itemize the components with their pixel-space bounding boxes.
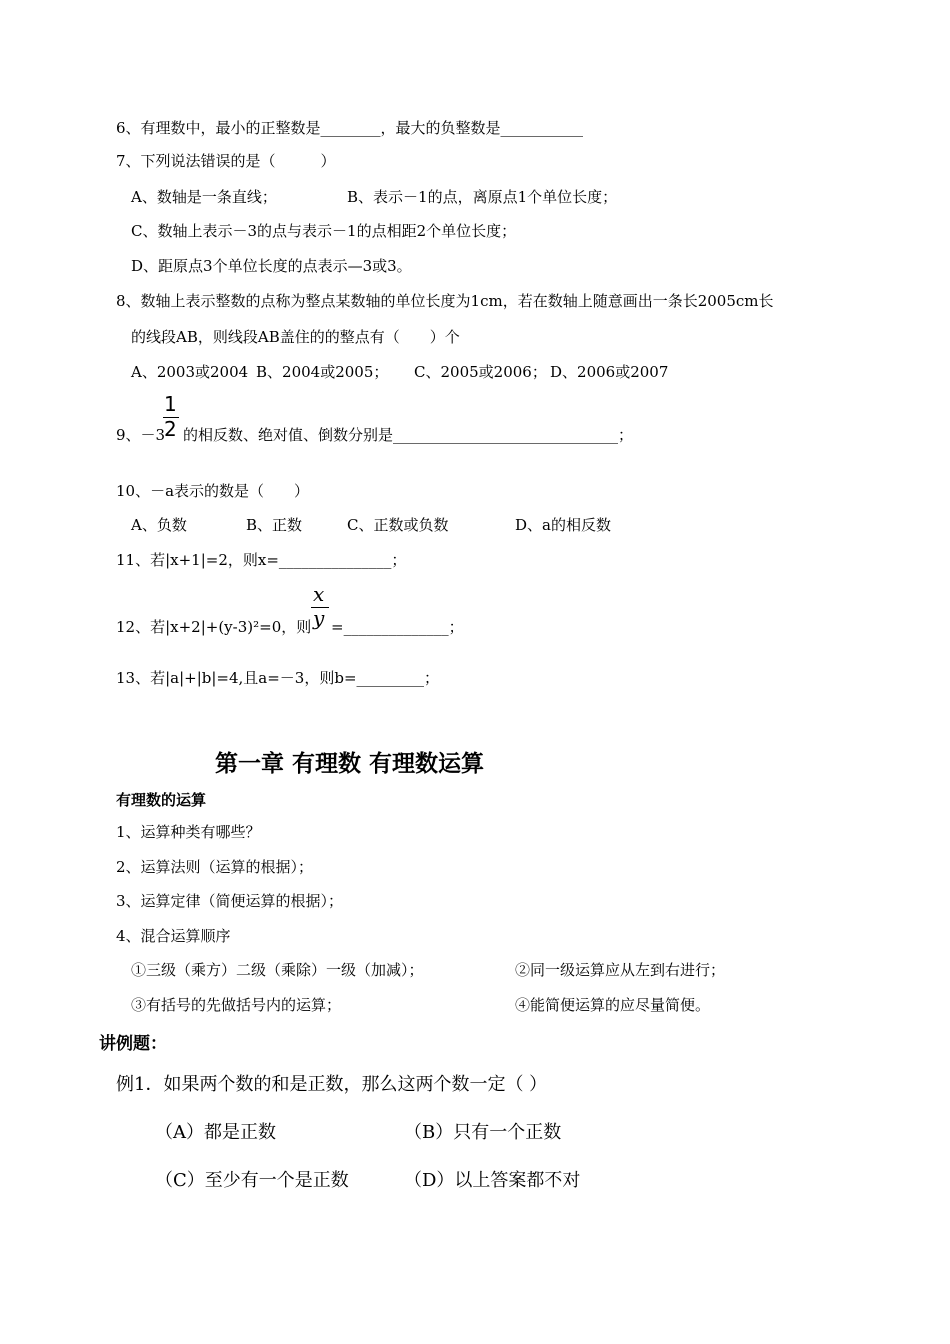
examples-heading: 讲例题： — [99, 1034, 167, 1054]
question-10-option-a: A、负数 — [131, 516, 187, 534]
question-7-option-a: A、数轴是一条直线； — [131, 188, 277, 206]
question-10-stem: 10、－a表示的数是（ ） — [116, 482, 310, 500]
question-11: 11、若|x+1|=2，则x=_______________； — [116, 551, 407, 569]
question-13: 13、若|a|+|b|=4,且a=－3，则b=_________； — [116, 669, 440, 687]
question-7-option-b: B、表示－1的点，离原点1个单位长度； — [347, 188, 618, 206]
question-7-option-d: D、距原点3个单位长度的点表示—3或3。 — [131, 257, 412, 275]
question-12-fraction-numerator: x — [313, 582, 325, 606]
example-1-option-b: （B）只有一个正数 — [404, 1122, 562, 1143]
question-8-option-c: C、2005或2006； — [414, 363, 547, 381]
question-10-option-b: B、正数 — [246, 516, 303, 534]
question-6: 6、有理数中，最小的正整数是________，最大的负整数是___________ — [116, 119, 584, 137]
question-8-option-b: B、2004或2005； — [256, 363, 389, 381]
question-8-line1: 8、数轴上表示整数的点称为整点某数轴的单位长度为1cm，若在数轴上随意画出一条长2005cm长 — [116, 292, 774, 310]
question-8-option-d: D、2006或2007 — [550, 363, 669, 381]
example-1-option-d: （D）以上答案都不对 — [404, 1170, 581, 1191]
order-rule-3: ③有括号的先做括号内的运算； — [131, 996, 342, 1014]
example-1-option-a: （A）都是正数 — [155, 1122, 276, 1143]
question-9-fraction-denominator: 2 — [164, 417, 177, 441]
question-9-fraction-numerator: 1 — [164, 392, 177, 416]
example-1-option-c: （C）至少有一个是正数 — [155, 1170, 349, 1191]
question-12-fraction-denominator: y — [313, 606, 325, 630]
chapter-item-4: 4、混合运算顺序 — [116, 927, 231, 945]
chapter-item-1: 1、运算种类有哪些？ — [116, 823, 261, 841]
question-12-suffix: =______________； — [331, 618, 464, 636]
chapter-subtitle: 有理数的运算 — [116, 791, 207, 809]
question-9-suffix: 的相反数、绝对值、倒数分别是______________________________； — [183, 426, 634, 444]
question-8-option-a: A、2003或2004 — [131, 363, 249, 381]
question-10-option-d: D、a的相反数 — [515, 516, 611, 534]
question-12-prefix: 12、若|x+2|+(y-3)²=0，则 — [116, 618, 312, 636]
chapter-item-3: 3、运算定律（简便运算的根据）； — [116, 892, 344, 910]
chapter-item-2: 2、运算法则（运算的根据）； — [116, 858, 314, 876]
question-7-option-c: C、数轴上表示－3的点与表示－1的点相距2个单位长度； — [131, 222, 517, 240]
question-9-prefix: 9、－3 — [116, 426, 166, 444]
question-7-stem: 7、下列说法错误的是（ ） — [116, 152, 336, 170]
order-rule-4: ④能简便运算的应尽量简便。 — [515, 996, 711, 1014]
order-rule-1: ①三级（乘方）二级（乘除）一级（加减）； — [131, 961, 424, 979]
example-1-stem: 例1．如果两个数的和是正数，那么这两个数一定（ ） — [116, 1074, 548, 1095]
question-8-line2: 的线段AB，则线段AB盖住的的整点有（ ）个 — [131, 328, 460, 346]
question-10-option-c: C、正数或负数 — [347, 516, 449, 534]
chapter-title: 第一章 有理数 有理数运算 — [215, 751, 485, 777]
order-rule-2: ②同一级运算应从左到右进行； — [515, 961, 726, 979]
